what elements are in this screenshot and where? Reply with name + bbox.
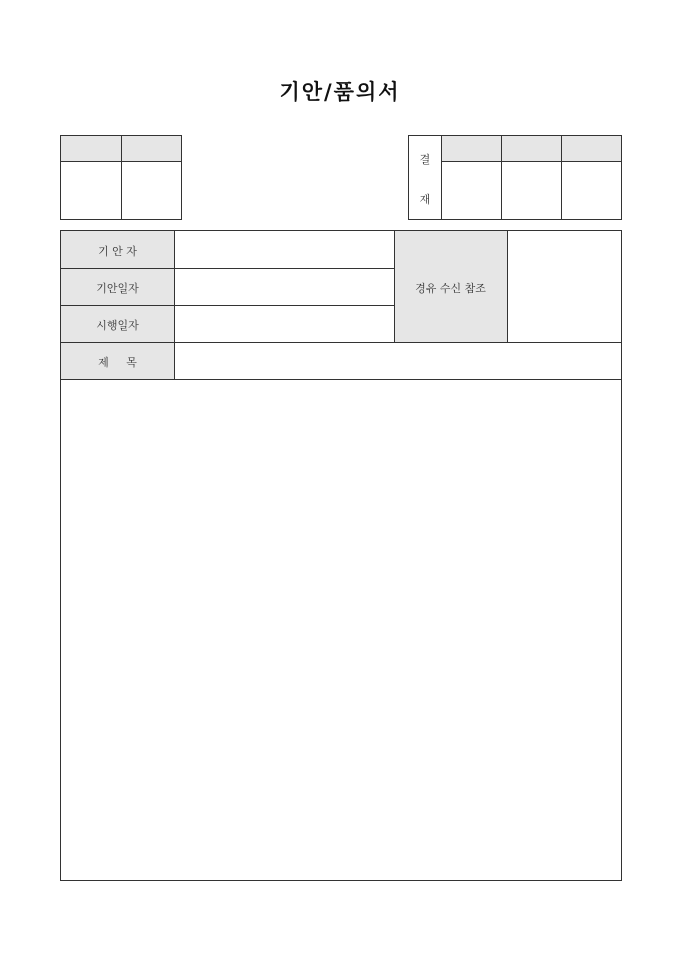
drafter-label: 기 안 자 xyxy=(98,245,137,258)
exec-date-label: 시행일자 xyxy=(96,319,139,332)
approval-box xyxy=(408,135,622,220)
left-stamp-cell-1[interactable] xyxy=(61,162,121,219)
approval-header xyxy=(441,136,621,161)
approval-sign-2[interactable] xyxy=(502,162,561,219)
routing-label: 경유 수신 참조 xyxy=(415,282,486,295)
approval-sign-1[interactable] xyxy=(442,162,501,219)
approval-label-bottom: 재 xyxy=(419,193,431,206)
left-stamp-cell-2[interactable] xyxy=(122,162,181,219)
body-content-area[interactable] xyxy=(61,380,621,880)
draft-date-field[interactable] xyxy=(175,269,394,305)
approval-label-top: 결 xyxy=(419,153,431,166)
left-stamp-box xyxy=(60,135,182,220)
main-form xyxy=(60,230,622,881)
subject-field[interactable] xyxy=(175,343,621,379)
document-title: 기안/품의서 xyxy=(279,79,401,104)
exec-date-field[interactable] xyxy=(175,306,394,342)
draft-date-label: 기안일자 xyxy=(96,282,139,295)
drafter-field[interactable] xyxy=(175,231,394,268)
routing-field[interactable] xyxy=(508,231,621,342)
subject-label: 제 목 xyxy=(98,356,137,369)
approval-sign-3[interactable] xyxy=(562,162,621,219)
